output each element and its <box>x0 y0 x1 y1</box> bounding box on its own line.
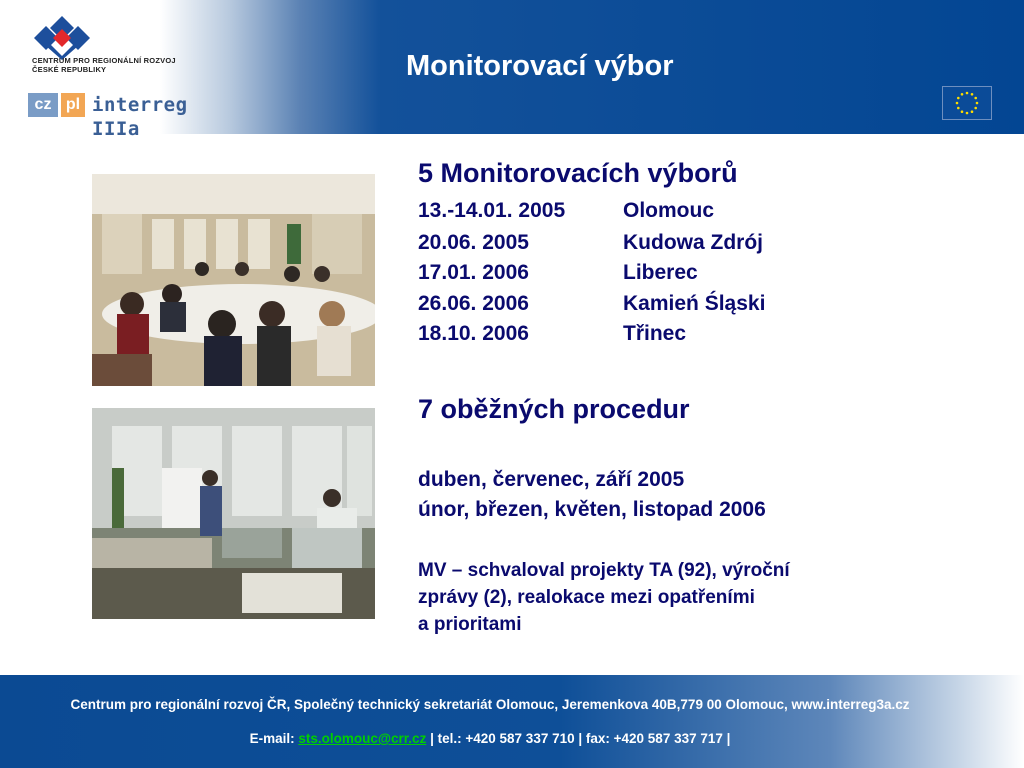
meeting-city: Třinec <box>623 322 687 345</box>
months-2005: duben, červenec, září 2005 <box>418 468 685 491</box>
meeting-date: 17.01. 2006 <box>418 261 529 284</box>
footer-address: Centrum pro regionální rozvoj ČR, Společný technický sekretariát Olomouc, Jeremenkova 40B,779 00 Olomouc, www.interreg3a.cz <box>70 697 910 712</box>
cz-badge: cz <box>28 93 58 117</box>
footer-contacts <box>0 731 980 746</box>
header-banner <box>0 0 1024 140</box>
office-photo <box>92 408 375 619</box>
months-2006: únor, březen, květen, listopad 2006 <box>418 498 766 521</box>
meeting-date: 13.-14.01. 2005 <box>418 199 566 222</box>
interreg-label: interreg IIIa <box>92 94 188 140</box>
phone-fax: | tel.: +420 587 337 710 | fax: +420 587 337 717 | <box>430 731 731 746</box>
crr-logo-line1: CENTRUM PRO REGIONÁLNÍ ROZVOJ <box>32 56 176 65</box>
page-title: Monitorovací výbor <box>406 50 674 82</box>
crr-logo-text <box>32 56 176 74</box>
email-link[interactable]: sts.olomouc@crr.cz <box>298 731 427 746</box>
meeting-date: 18.10. 2006 <box>418 322 529 345</box>
meeting-photo <box>92 174 375 386</box>
meeting-city: Liberec <box>623 261 698 284</box>
pl-badge: pl <box>61 93 85 117</box>
meeting-date: 20.06. 2005 <box>418 231 529 254</box>
interreg-logo <box>28 93 218 140</box>
email-label: E-mail: <box>249 731 295 746</box>
eu-flag-icon <box>942 86 992 120</box>
mv-description <box>418 557 790 638</box>
mv-line-2: zprávy (2), realokace mezi opatřeními <box>418 587 755 608</box>
procedures-heading: 7 oběžných procedur <box>418 394 690 424</box>
meeting-city: Kudowa Zdrój <box>623 231 763 254</box>
procedure-months <box>418 465 766 525</box>
meeting-date: 26.06. 2006 <box>418 292 529 315</box>
committees-heading: 5 Monitorovacích výborů <box>418 158 738 188</box>
meeting-city: Kamień Śląski <box>623 292 766 315</box>
mv-line-1: MV – schvaloval projekty TA (92), výroční <box>418 560 790 581</box>
footer-banner <box>0 675 1024 768</box>
mv-line-3: a prioritami <box>418 614 522 635</box>
meeting-city: Olomouc <box>623 199 715 222</box>
crr-logo-line2: ČESKÉ REPUBLIKY <box>32 65 107 74</box>
